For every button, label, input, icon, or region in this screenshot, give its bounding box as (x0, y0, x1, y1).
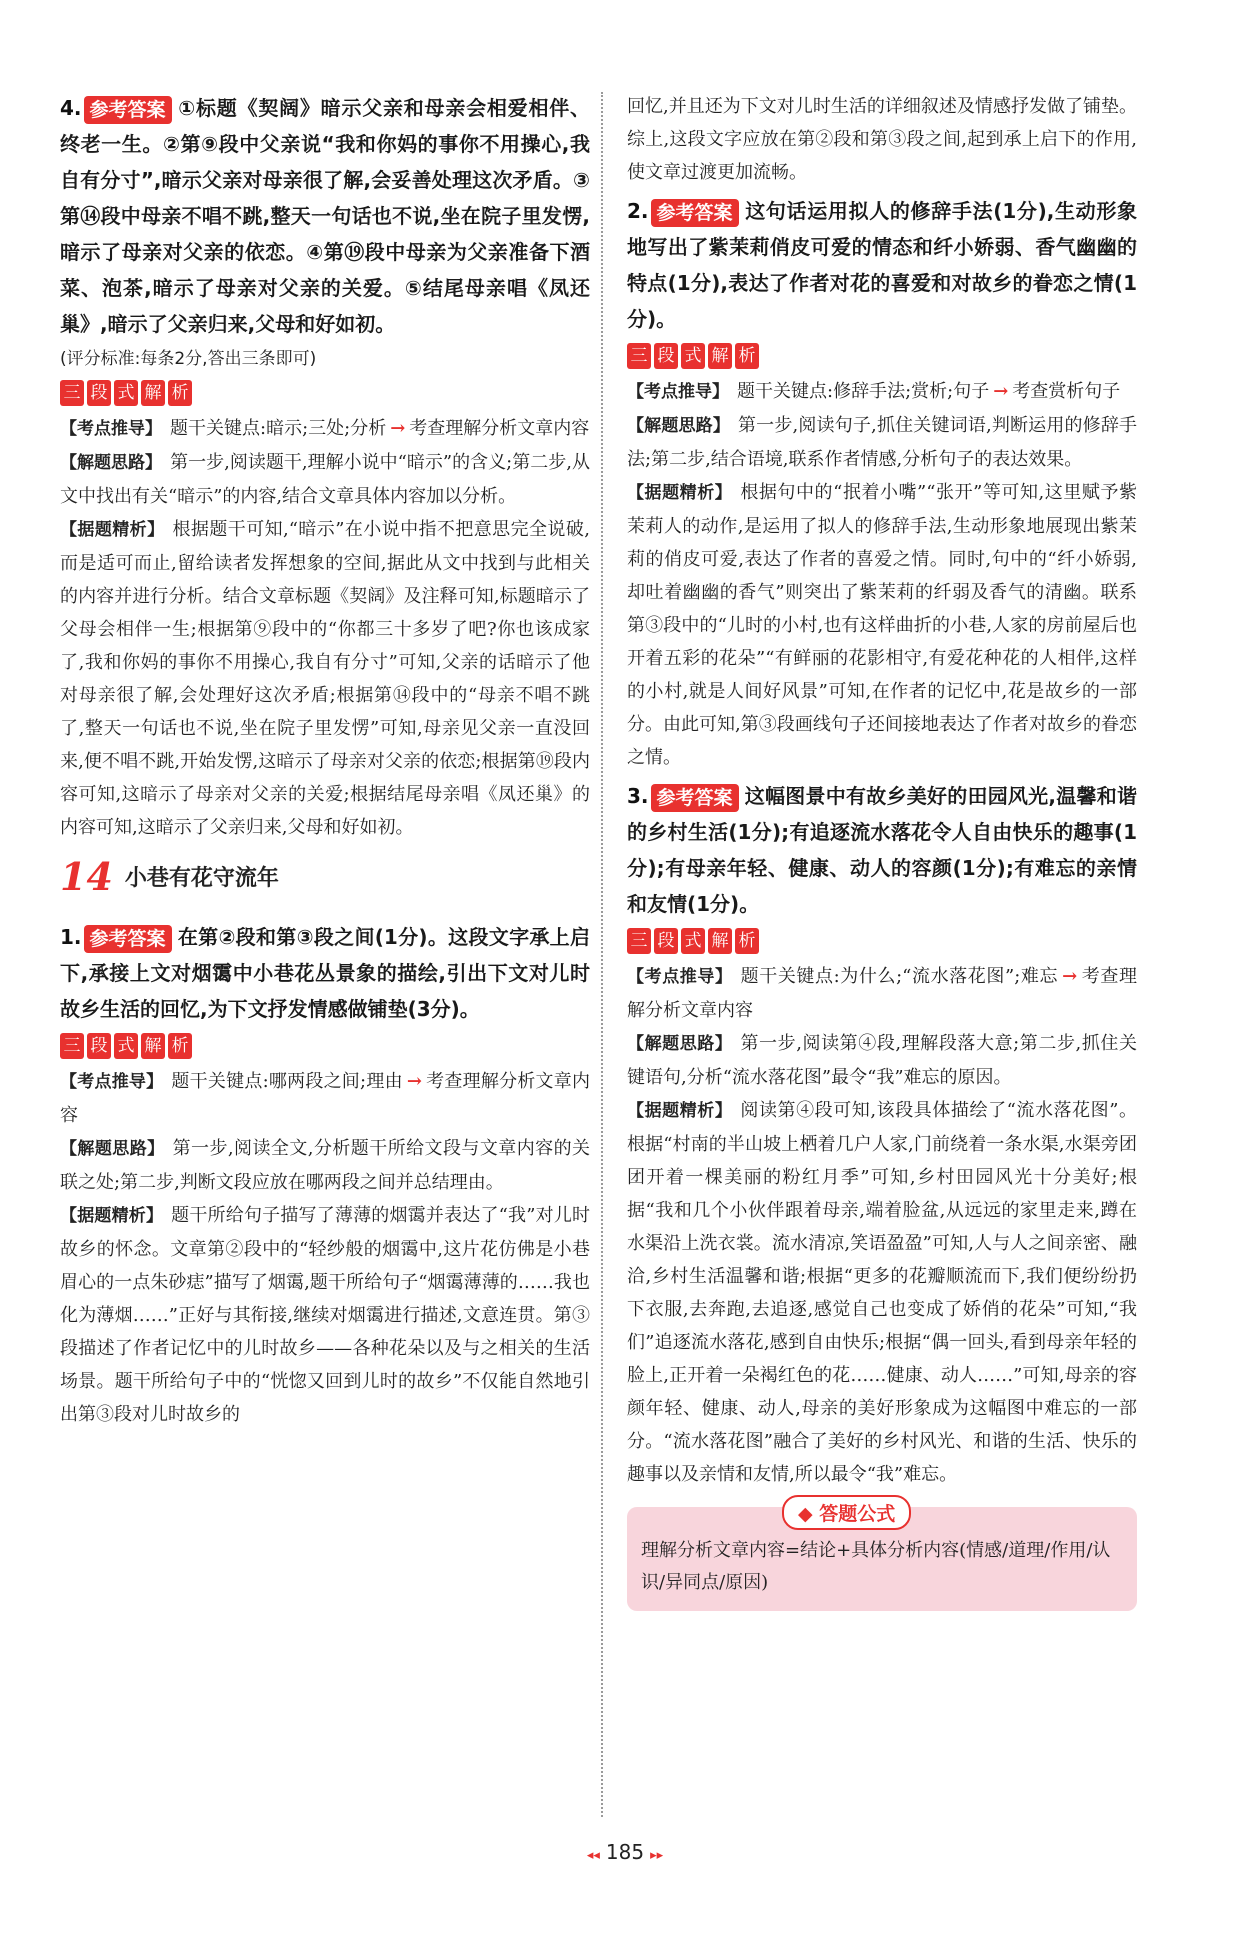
formula-badge: ◆ 答题公式 (782, 1495, 911, 1530)
answer-text: 这句话运用拟人的修辞手法(1分),生动形象地写出了紫茉莉俏皮可爱的情态和纤小娇弱、香气幽幽的特点(1分),表达了作者对花的喜爱和对故乡的眷恋之情(1分)。 (627, 199, 1137, 331)
arrow-icon: → (390, 418, 406, 439)
scoring-note: (评分标准:每条2分,答出三条即可) (60, 349, 317, 369)
jingxi-section: 【据题精析】 阅读第④段可知,该段具体描绘了“流水落花图”。根据“村南的半山坡上栖着几户人家,门前绕着一条水渠,水渠旁团团开着一棵美丽的粉红月季”可知,乡村田园风光十分美好;根据“我和几个小伙伴跟着母亲,端着脸盆,从远远的家里走来,蹲在水渠沿上洗衣裳。流水清凉,笑语盈盈”可知,人与人之间亲密、融洽,乡村生活温馨和谐;根据“更多的花瓣顺流而下,我们便纷纷扔下衣服,去奔跑,去追逐,感觉自己也变成了娇俏的花朵”可知,“我们”追逐流水落花,感到自由快乐;根据“偶一回头,看到母亲年轻的脸上,正开着一朵褐红色的花……健康、动人……”可知,母亲的容颜年轻、健康、动人,母亲的美好形象成为这幅图中难忘的一部分。“流水落花图”融合了美好的乡村风光、和谐的生活、快乐的趣事以及亲情和友情,所以最令“我”难忘。 (627, 1100, 1138, 1485)
question-4 (60, 90, 590, 844)
jieti-section: 【解题思路】 第一步,阅读全文,分析题干所给文段与文章内容的关联之处;第二步,判断文段应放在哪两段之间并总结理由。 (60, 1138, 591, 1193)
kaodian-section: 【考点推导】 题干关键点:暗示;三处;分析 → 考查理解分析文章内容 (60, 418, 590, 439)
formula-text: 理解分析文章内容=结论+具体分析内容(情感/道理/作用/认识/异同点/原因) (641, 1540, 1111, 1593)
analysis-tag: 三 段 式 解 析 (60, 1033, 590, 1059)
question-number: 3. (627, 784, 649, 808)
lesson-number: 14 (60, 854, 113, 899)
arrow-icon: → (1062, 966, 1078, 987)
analysis-tag: 三 段 式 解 析 (627, 343, 1137, 369)
answer-text: 在第②段和第③段之间(1分)。这段文字承上启下,承接上文对烟霭中小巷花丛景象的描绘,引出下文对儿时故乡生活的回忆,为下文抒发情感做铺垫(3分)。 (60, 925, 590, 1021)
analysis-tag: 三 段 式 解 析 (627, 928, 1137, 954)
question-1 (60, 919, 590, 1431)
question-number: 4. (60, 96, 82, 120)
jieti-section: 【解题思路】 第一步,阅读第④段,理解段落大意;第二步,抓住关键语句,分析“流水落花图”最令“我”难忘的原因。 (627, 1033, 1137, 1088)
answer-badge: 参考答案 (84, 925, 172, 953)
question-number: 1. (60, 925, 82, 949)
kaodian-section: 【考点推导】 题干关键点:为什么;“流水落花图”;难忘 → 考查理解分析文章内容 (627, 966, 1137, 1021)
arrow-icon: → (993, 381, 1009, 402)
jieti-section: 【解题思路】 第一步,阅读题干,理解小说中“暗示”的含义;第二步,从文中找出有关“暗示”的内容,结合文章具体内容加以分析。 (60, 452, 591, 507)
answer-text: 这幅图景中有故乡美好的田园风光,温馨和谐的乡村生活(1分);有追逐流水落花令人自由快乐的趣事(1分);有母亲年轻、健康、动人的容颜(1分);有难忘的亲情和友情(1分)。 (627, 784, 1137, 916)
answer-badge: 参考答案 (651, 199, 739, 227)
answer-badge: 参考答案 (651, 784, 739, 812)
left-triangle-icon: ◂◂ (586, 1848, 600, 1863)
arrow-icon: → (406, 1071, 422, 1092)
kaodian-section: 【考点推导】 题干关键点:修辞手法;赏析;句子 → 考查赏析句子 (627, 381, 1121, 402)
question-2 (627, 193, 1137, 774)
page-number: ◂◂ 185 ▸▸ (586, 1840, 664, 1864)
kaodian-section: 【考点推导】 题干关键点:哪两段之间;理由 → 考查理解分析文章内容 (60, 1071, 591, 1126)
question-3 (627, 778, 1137, 1491)
left-column (60, 90, 590, 1431)
column-divider (601, 92, 603, 1817)
lesson-title: 小巷有花守流年 (124, 866, 279, 891)
right-column (627, 90, 1137, 1611)
question-number: 2. (627, 199, 649, 223)
jingxi-section: 【据题精析】 题干所给句子描写了薄薄的烟霭并表达了“我”对儿时故乡的怀念。文章第②段中的“轻纱般的烟霭中,这片花仿佛是小巷眉心的一点朱砂痣”描写了烟霭,题干所给句子“烟霭薄薄的……我也化为薄烟……”正好与其衔接,继续对烟霭进行描述,文意连贯。第③段描述了作者记忆中的儿时故乡——各种花朵以及与之相关的生活场景。题干所给句子中的“恍惚又回到儿时的故乡”不仅能自然地引出第③段对儿时故乡的 (60, 1205, 591, 1425)
jingxi-section: 【据题精析】 根据句中的“抿着小嘴”“张开”等可知,这里赋予紫茉莉人的动作,是运用了拟人的修辞手法,生动形象地展现出紫茉莉的俏皮可爱,表达了作者的喜爱之情。同时,句中的“纤小娇弱,却吐着幽幽的香气”则突出了紫茉莉的纤弱及香气的清幽。联系第③段中的“儿时的小村,也有这样曲折的小巷,人家的房前屋后也开着五彩的花朵”“有鲜丽的花影相守,有爱花种花的人相伴,这样的小村,就是人间好风景”可知,在作者的记忆中,花是故乡的一部分。由此可知,第③段画线句子还间接地表达了作者对故乡的眷恋之情。 (627, 482, 1138, 768)
analysis-tag: 三 段 式 解 析 (60, 380, 590, 406)
answer-badge: 参考答案 (84, 96, 172, 124)
answer-formula-box (627, 1503, 1137, 1611)
continued-text: 回忆,并且还为下文对儿时生活的详细叙述及情感抒发做了铺垫。综上,这段文字应放在第②段和第③段之间,起到承上启下的作用,使文章过渡更加流畅。 (627, 96, 1137, 183)
answer-text: ①标题《契阔》暗示父亲和母亲会相爱相伴、终老一生。②第⑨段中父亲说“我和你妈的事你不用操心,我自有分寸”,暗示父亲对母亲很了解,会妥善处理这次矛盾。③第⑭段中母亲不唱不跳,整天一句话也不说,坐在院子里发愣,暗示了母亲对父亲的依恋。④第⑲段中母亲为父亲准备下酒菜、泡茶,暗示了母亲对父亲的关爱。⑤结尾母亲唱《凤还巢》,暗示了父亲归来,父母和好如初。 (60, 96, 590, 336)
lesson-heading (60, 854, 590, 899)
right-triangle-icon: ▸▸ (650, 1848, 664, 1863)
jieti-section: 【解题思路】 第一步,阅读句子,抓住关键词语,判断运用的修辞手法;第二步,结合语境,联系作者情感,分析句子的表达效果。 (627, 415, 1137, 470)
jingxi-section: 【据题精析】 根据题干可知,“暗示”在小说中指不把意思完全说破,而是适可而止,留给读者发挥想象的空间,据此从文中找到与此相关的内容并进行分析。结合文章标题《契阔》及注释可知,标题暗示了父母会相伴一生;根据第⑨段中的“你都三十多岁了吧?你也该成家了,我和你妈的事你不用操心,我自有分寸”可知,父亲的话暗示了他对母亲很了解,会处理好这次矛盾;根据第⑭段中的“母亲不唱不跳了,整天一句话也不说,坐在院子里发愣”可知,母亲见父亲一直没回来,便不唱不跳,开始发愣,这暗示了母亲对父亲的依恋;根据第⑲段内容可知,这暗示了母亲对父亲的关爱;根据结尾母亲唱《凤还巢》的内容可知,这暗示了父亲归来,父母和好如初。 (60, 519, 590, 838)
